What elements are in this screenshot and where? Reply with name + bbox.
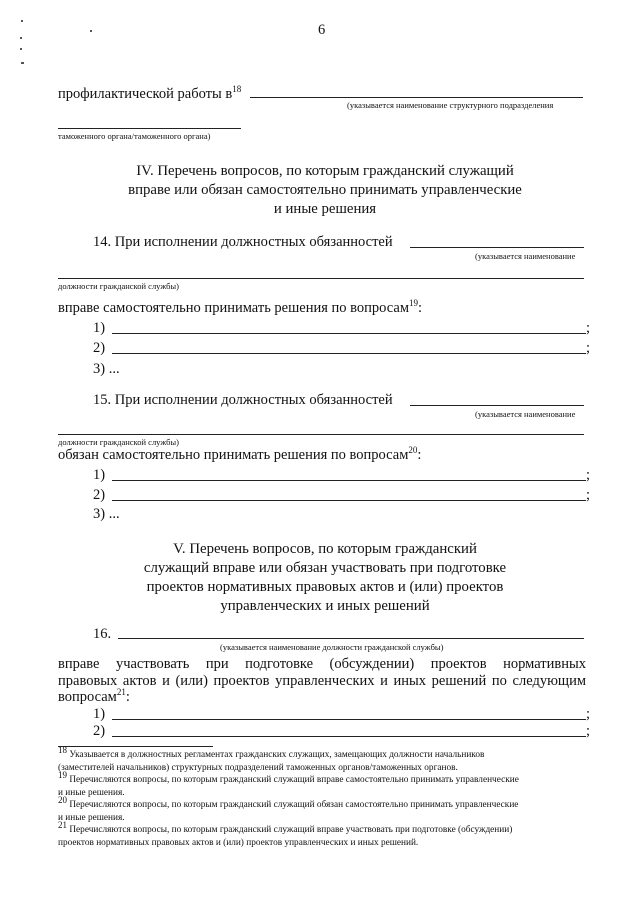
page-number: 6: [318, 22, 326, 38]
prophylactic-text: [58, 86, 241, 103]
section-4-title-line: и иные решения: [273, 201, 377, 217]
item-14-questions-label: вправе самостоятельно принимать решения по вопросам: [58, 300, 410, 316]
list-item-number: 1): [93, 706, 106, 722]
semicolon: ;: [586, 706, 591, 722]
footnote-ref-19: 19: [409, 298, 419, 309]
item-15-text: 15. При исполнении должностных обязанностей: [93, 392, 393, 408]
footnote-text: Перечисляются вопросы, по которым гражданский служащий обязан самостоятельно принимать управленческие: [69, 800, 519, 810]
semicolon: ;: [586, 487, 591, 503]
item-14-questions: вправе самостоятельно принимать решения по вопросам$^{19}$:: [58, 298, 423, 316]
footnote-ref-18: 18: [232, 84, 242, 95]
item-16-answer-2[interactable]: [112, 736, 586, 737]
item-15-answer-2[interactable]: [112, 500, 586, 501]
subdivision-field[interactable]: [250, 97, 583, 98]
footnote-text: и иные решения.: [58, 812, 125, 823]
section-5-title-line: V. Перечень вопросов, по которым гражданский: [173, 541, 477, 557]
footnote-ref-21: 21: [116, 687, 126, 698]
section-4-title-line: вправе или обязан самостоятельно принимать управленческие: [128, 182, 522, 198]
item-14-position-field-2[interactable]: [58, 278, 584, 279]
scan-speck: [21, 20, 23, 22]
section-5-title: [60, 540, 590, 616]
item-16-line-1: вправе участвовать при подготовке (обсуждении) проектов нормативных: [58, 656, 586, 672]
footnote-text: проектов нормативных правовых актов и (или) проектов управленческих и иных решений.: [58, 837, 419, 848]
item-14-answer-1[interactable]: [112, 333, 586, 334]
footnote-separator: [58, 746, 213, 747]
scan-speck: [20, 37, 22, 39]
item-14-hint-2: должности гражданской службы): [58, 281, 179, 291]
item-15-questions-label: обязан самостоятельно принимать решения по вопросам: [58, 447, 409, 463]
item-16-line-2: правовых актов и (или) проектов управленческих и иных решений по следующим: [58, 673, 586, 689]
footnote-number: 19: [58, 769, 67, 780]
customs-body-field[interactable]: [58, 128, 241, 129]
item-15-hint: (указывается наименование: [475, 409, 576, 419]
list-item-number: 3) ...: [93, 506, 120, 522]
subdivision-hint: (указывается наименование структурного подразделения: [347, 100, 554, 110]
item-16-number: 16.: [93, 626, 112, 642]
footnote-text: Указывается в должностных регламентах гражданских служащих, замещающих должности начальников: [69, 750, 485, 760]
item-16-line-3-label: вопросам: [58, 689, 117, 705]
prophylactic-label: профилактической работы в: [58, 86, 233, 102]
section-5-title-line: проектов нормативных правовых актов и (или) проектов: [146, 579, 504, 595]
semicolon: ;: [586, 723, 591, 739]
item-16-hint: (указывается наименование должности гражданской службы): [220, 642, 444, 652]
footnote-text: и иные решения.: [58, 787, 125, 798]
item-14-position-field[interactable]: [410, 247, 584, 248]
footnote-ref-20: 20: [408, 445, 418, 456]
section-4-title: [60, 162, 590, 219]
item-16-answer-1[interactable]: [112, 719, 586, 720]
scan-speck: [21, 62, 24, 64]
item-15-questions: обязан самостоятельно принимать решения по вопросам$^{20}$:: [58, 445, 422, 463]
scan-speck: [20, 48, 22, 50]
footnote-19: [58, 769, 588, 799]
footnote-number: 18: [58, 744, 67, 755]
scan-speck: [90, 30, 92, 32]
footnote-text: (заместителей начальников) структурных подразделений таможенных органов/таможенных органов.: [58, 762, 458, 773]
list-item-number: 3) ...: [93, 361, 120, 377]
list-item-number: 1): [93, 320, 106, 336]
item-16-line-3: вопросам$^{21}$:: [58, 687, 130, 705]
footnote-number: 20: [58, 794, 67, 805]
footnote-21: [58, 819, 588, 849]
section-5-title-line: управленческих и иных решений: [220, 598, 430, 614]
semicolon: ;: [586, 320, 591, 336]
item-15-position-field[interactable]: [410, 405, 584, 406]
footnote-text: Перечисляются вопросы, по которым гражданский служащий вправе самостоятельно принимать управленческие: [69, 775, 519, 785]
item-15-position-field-2[interactable]: [58, 434, 584, 435]
list-item-number: 2): [93, 487, 106, 503]
item-15-answer-1[interactable]: [112, 480, 586, 481]
section-5-title-line: служащий вправе или обязан участвовать при подготовке: [143, 560, 507, 576]
footnotes: [58, 744, 588, 849]
semicolon: ;: [586, 340, 591, 356]
section-4-title-line: IV. Перечень вопросов, по которым гражданский служащий: [136, 163, 514, 179]
footnote-18: [58, 744, 588, 774]
item-14-text: 14. При исполнении должностных обязанностей: [93, 234, 393, 250]
item-16-position-field[interactable]: [118, 638, 584, 639]
semicolon: ;: [586, 467, 591, 483]
footnote-number: 21: [58, 819, 67, 830]
footnote-text: Перечисляются вопросы, по которым гражданский служащий вправе участвовать при подготовке (обсуждении): [69, 825, 513, 835]
customs-body-hint: таможенного органа/таможенного органа): [58, 131, 211, 141]
item-14-hint: (указывается наименование: [475, 251, 576, 261]
item-14-answer-2[interactable]: [112, 353, 586, 354]
list-item-number: 2): [93, 723, 106, 739]
list-item-number: 1): [93, 467, 106, 483]
footnote-20: [58, 794, 588, 824]
list-item-number: 2): [93, 340, 106, 356]
item-15-hint-2: должности гражданской службы): [58, 437, 179, 447]
